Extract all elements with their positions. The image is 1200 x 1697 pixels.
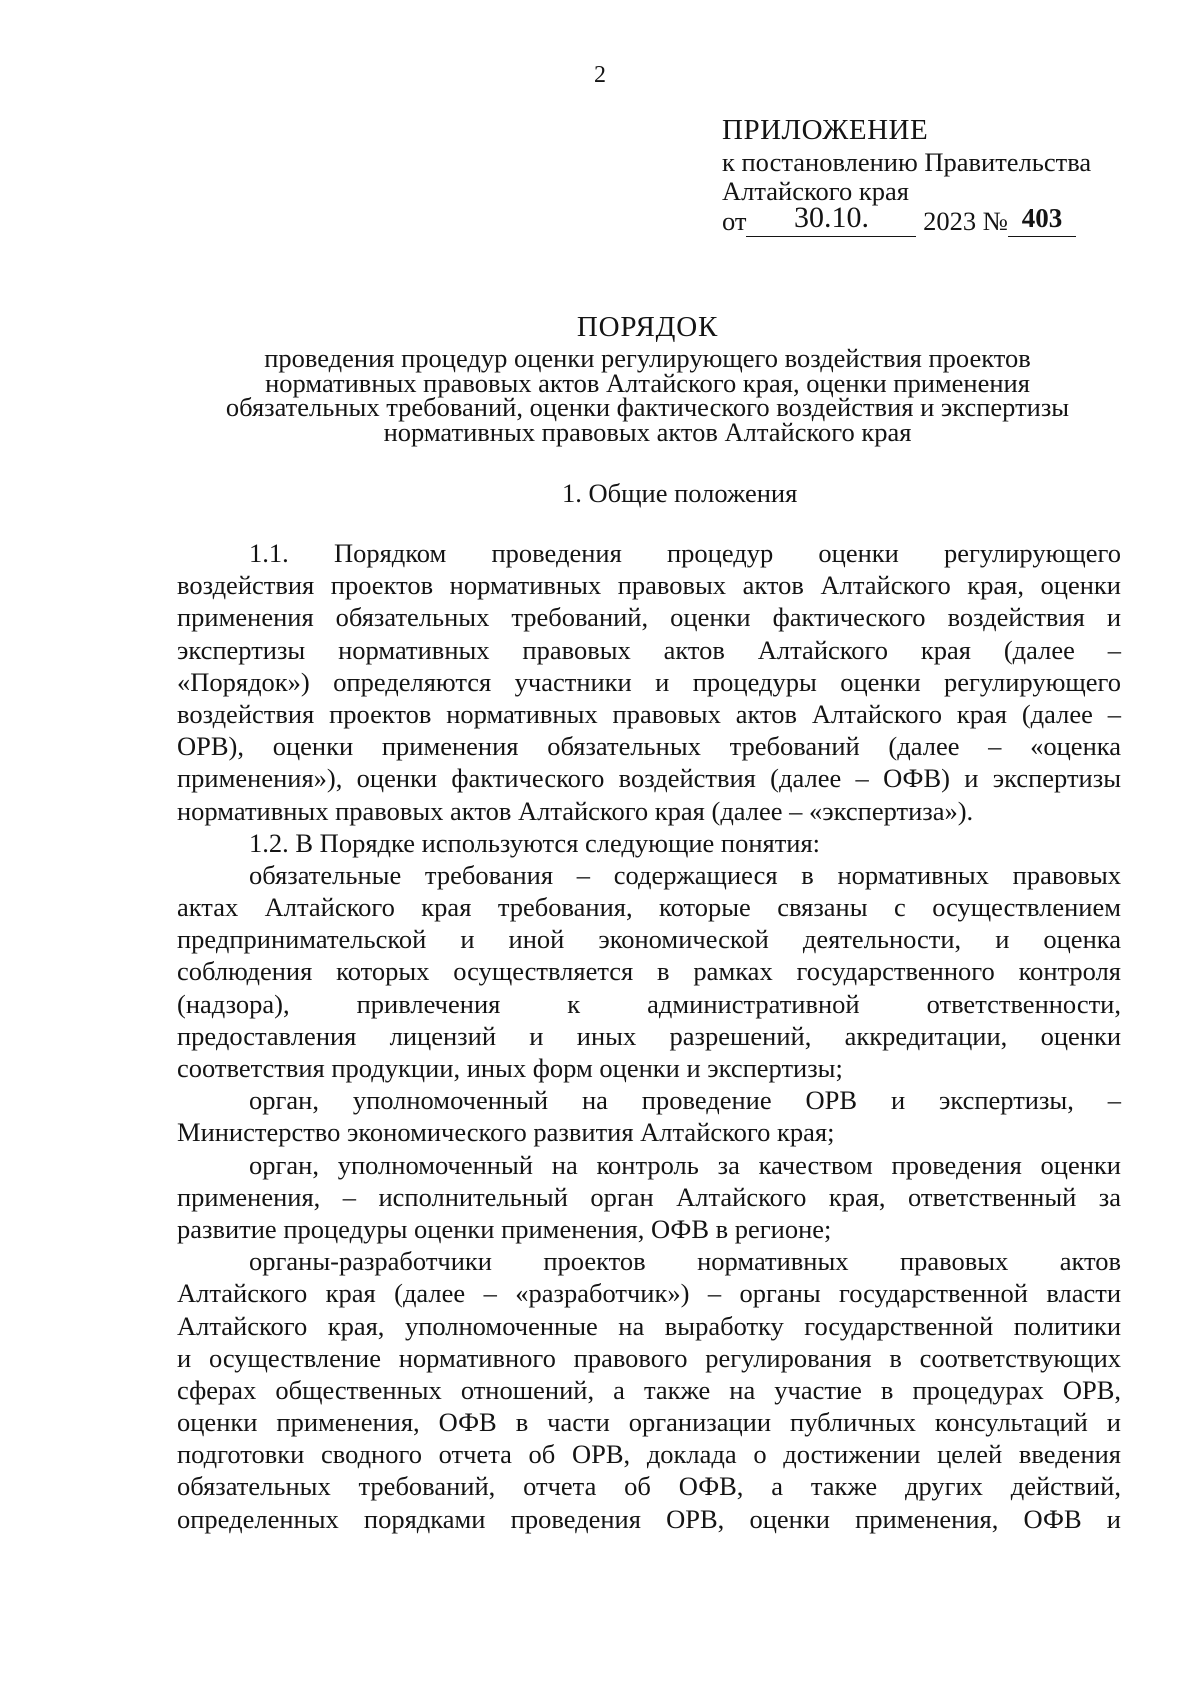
body-line: применения обязательных требований, оценки фактического воздействия и [177, 602, 1121, 633]
body-line: соблюдения которых осуществляется в рамках государственного контроля [177, 956, 1121, 987]
title-line: нормативных правовых актов Алтайского края, оценки применения [265, 367, 1030, 398]
body-line: подготовки сводного отчета об ОРВ, доклада о достижении целей введения [177, 1439, 1121, 1470]
body-line: Алтайского края (далее – «разработчик») – органы государственной власти [177, 1278, 1121, 1309]
title-line: нормативных правовых актов Алтайского края [383, 416, 912, 447]
body-line: Министерство экономического развития Алтайского края; [177, 1117, 835, 1148]
body-line: определенных порядками проведения ОРВ, оценки применения, ОФВ и [177, 1503, 1121, 1534]
appendix-heading: ПРИЛОЖЕНИЕ [722, 114, 929, 146]
body-line: орган, уполномоченный на проведение ОРВ и экспертизы, – [249, 1085, 1121, 1116]
body-line: орган, уполномоченный на контроль за качеством проведения оценки [249, 1149, 1121, 1180]
body-line: развитие процедуры оценки применения, ОФВ в регионе; [177, 1213, 832, 1244]
body-line: применения»), оценки фактического воздействия (далее – ОФВ) и экспертизы [177, 763, 1121, 794]
body-line: применения, – исполнительный орган Алтайского края, ответственный за [177, 1181, 1121, 1212]
body-line: нормативных правовых актов Алтайского края (далее – «экспертиза»). [177, 795, 974, 826]
title-line: обязательных требований, оценки фактического воздействия и экспертизы [225, 392, 1070, 422]
number-value: 403 [1021, 203, 1063, 233]
document-title [175, 310, 1120, 447]
body-line: (надзора), привлечения к административной ответственности, [177, 988, 1121, 1019]
appendix-date-line [722, 201, 1162, 240]
date-value: 30.10. [793, 201, 869, 234]
body-line: обязательных требований, отчета об ОФВ, а также других действий, [177, 1471, 1121, 1502]
body-line: и осуществление нормативного правового регулирования в соответствующих [177, 1342, 1121, 1373]
date-prefix: от [722, 206, 747, 236]
body-line: соответствия продукции, иных форм оценки и экспертизы; [177, 1053, 843, 1083]
body-line: предоставления лицензий и иных разрешений, аккредитации, оценки [177, 1020, 1121, 1051]
number-field [1008, 203, 1076, 237]
body-line: Алтайского края, уполномоченные на выработку государственной политики [177, 1310, 1121, 1341]
title-heading: ПОРЯДОК [576, 311, 719, 343]
year-label: 2023 № [923, 206, 1009, 236]
page-number: 2 [594, 62, 606, 88]
body-line: 1.2. В Порядке используются следующие понятия: [249, 827, 821, 858]
body-line: актах Алтайского края требования, которые связаны с осуществлением [177, 892, 1121, 923]
body-text [177, 537, 1121, 1535]
body-line: органы-разработчики проектов нормативных правовых актов [249, 1246, 1121, 1277]
date-field [746, 201, 916, 237]
body-line: обязательные требования – содержащиеся в нормативных правовых [249, 859, 1121, 890]
section-heading: 1. Общие положения [562, 478, 798, 508]
body-line: ОРВ), оценки применения обязательных требований (далее – «оценка [177, 731, 1121, 762]
body-line: экспертизы нормативных правовых актов Алтайского края (далее – [177, 634, 1121, 665]
body-line: сферах общественных отношений, а также на участие в процедурах ОРВ, [177, 1374, 1121, 1405]
appendix-line-1: к постановлению Правительства [722, 147, 1092, 177]
body-line: предпринимательской и иной экономической деятельности, и оценка [177, 924, 1121, 955]
body-line: 1.1. Порядком проведения процедур оценки регулирующего [249, 538, 1121, 568]
appendix-block [722, 112, 1162, 240]
body-line: оценки применения, ОФВ в части организации публичных консультаций и [177, 1407, 1121, 1438]
title-line: проведения процедур оценки регулирующего воздействия проектов [264, 343, 1031, 373]
appendix-line-2: Алтайского края [722, 176, 909, 206]
body-line: воздействия проектов нормативных правовых актов Алтайского края, оценки [177, 570, 1121, 601]
body-line: воздействия проектов нормативных правовых актов Алтайского края (далее – [177, 698, 1121, 729]
body-line: «Порядок») определяются участники и процедуры оценки регулирующего [177, 666, 1121, 697]
